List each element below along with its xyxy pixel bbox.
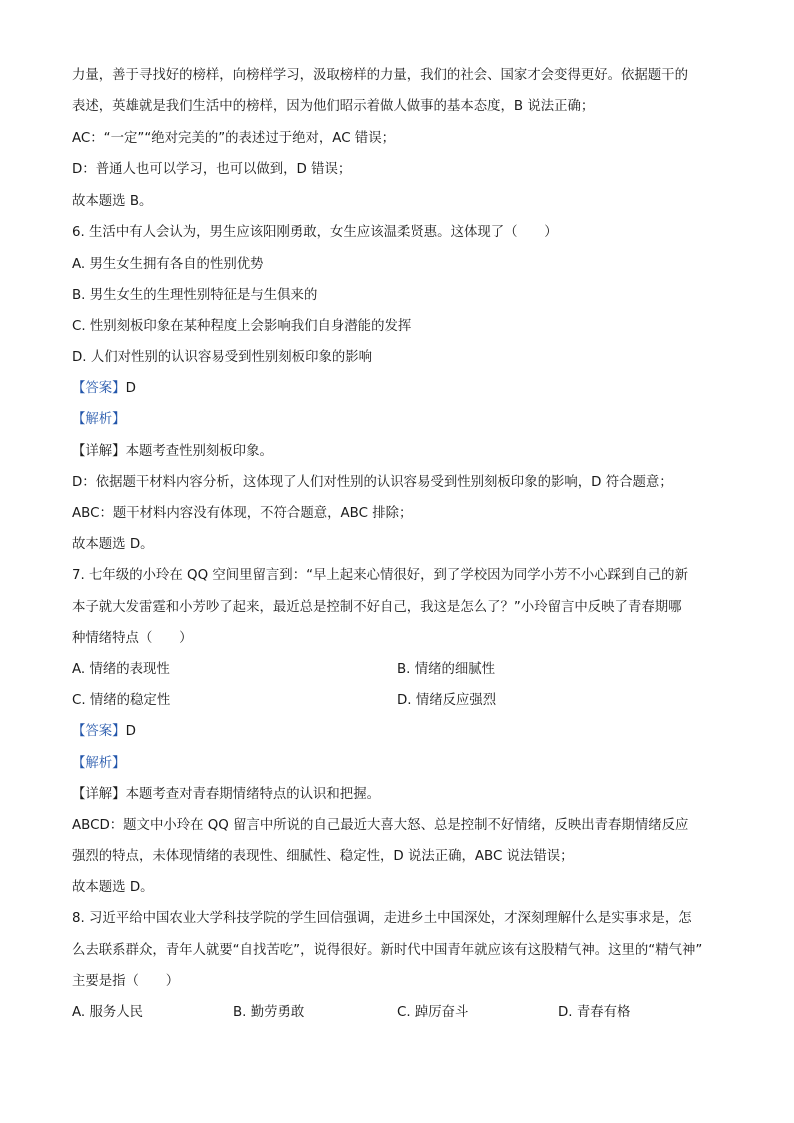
q6-analysis-heading: 【解析】 xyxy=(72,412,126,427)
q7-detail xyxy=(72,786,380,804)
q8-option-c: C. 踔厉奋斗 xyxy=(397,1005,469,1020)
q8-option-d: D. 青春有格 xyxy=(558,1005,631,1020)
q7-analysis-heading: 【解析】 xyxy=(72,756,126,771)
q6-conclusion: 故本题选 D。 xyxy=(72,537,154,552)
q7-detail-label: 【详解】 xyxy=(72,787,126,802)
q8-stem-line-3: 主要是指（ ） xyxy=(72,974,180,989)
q6-option-c: C. 性别刻板印象在某种程度上会影响我们自身潜能的发挥 xyxy=(72,319,412,334)
q6-option-a: A. 男生女生拥有各自的性别优势 xyxy=(72,257,264,272)
q7-answer-label: 【答案】 xyxy=(72,724,126,739)
continuation-line-3: AC：“一定”“绝对完美的”的表述过于绝对，AC 错误； xyxy=(72,131,395,146)
q8-stem-line-1: 8. 习近平给中国农业大学科技学院的学生回信强调，走进乡土中国深处，才深刻理解什么是实事求是，怎 xyxy=(72,911,692,926)
q7-option-b: B. 情绪的细腻性 xyxy=(397,662,496,677)
q8-option-b: B. 勤劳勇敢 xyxy=(233,1005,305,1020)
q8-stem-line-2: 么去联系群众，青年人就要“自找苦吃”，说得很好。新时代中国青年就应该有这股精气神。这里的“精气神” xyxy=(72,943,703,958)
q7-explanation-1: ABCD：题文中小玲在 QQ 留言中所说的自己最近大喜大怒、总是控制不好情绪，反映出青春期情绪反应 xyxy=(72,818,689,833)
q7-option-d: D. 情绪反应强烈 xyxy=(397,693,497,708)
q7-option-a: A. 情绪的表现性 xyxy=(72,662,170,677)
q8-option-a: A. 服务人民 xyxy=(72,1005,143,1020)
q6-option-b: B. 男生女生的生理性别特征是与生俱来的 xyxy=(72,288,318,303)
q6-explanation-2: ABC：题干材料内容没有体现，不符合题意，ABC 排除； xyxy=(72,506,413,521)
q6-explanation-1: D：依据题干材料内容分析，这体现了人们对性别的认识容易受到性别刻板印象的影响，D 符合题意； xyxy=(72,475,673,490)
q6-answer-value: D xyxy=(125,381,136,396)
q6-detail xyxy=(72,443,273,461)
q7-stem-line-1: 7. 七年级的小玲在 QQ 空间里留言到：“早上起来心情很好，到了学校因为同学小芳不小心踩到自己的新 xyxy=(72,568,688,583)
q6-answer xyxy=(72,380,136,398)
q6-option-d: D. 人们对性别的认识容易受到性别刻板印象的影响 xyxy=(72,350,373,365)
continuation-line-4: D：普通人也可以学习，也可以做到，D 错误； xyxy=(72,162,352,177)
continuation-conclusion: 故本题选 B。 xyxy=(72,194,153,209)
q6-analysis-label xyxy=(72,411,126,429)
continuation-line-1: 力量，善于寻找好的榜样，向榜样学习，汲取榜样的力量，我们的社会、国家才会变得更好。依据题干的 xyxy=(72,68,688,83)
continuation-line-2: 表述，英雄就是我们生活中的榜样，因为他们昭示着做人做事的基本态度，B 说法正确； xyxy=(72,99,595,114)
q6-answer-label: 【答案】 xyxy=(72,381,126,396)
q7-detail-text: 本题考查对青春期情绪特点的认识和把握。 xyxy=(125,787,380,802)
q7-answer xyxy=(72,723,136,741)
q6-detail-label: 【详解】 xyxy=(72,444,126,459)
q7-conclusion: 故本题选 D。 xyxy=(72,880,154,895)
q7-option-c: C. 情绪的稳定性 xyxy=(72,693,171,708)
q7-stem-line-3: 种情绪特点（ ） xyxy=(72,631,193,646)
q7-explanation-2: 强烈的特点，未体现情绪的表现性、细腻性、稳定性，D 说法正确，ABC 说法错误； xyxy=(72,849,574,864)
q6-stem: 6. 生活中有人会认为，男生应该阳刚勇敢，女生应该温柔贤惠。这体现了（ ） xyxy=(72,225,558,240)
q7-stem-line-2: 本子就大发雷霆和小芳吵了起来，最近总是控制不好自己，我这是怎么了？”小玲留言中反映了青春期哪 xyxy=(72,600,682,615)
q6-detail-text: 本题考查性别刻板印象。 xyxy=(125,444,273,459)
q7-answer-value: D xyxy=(125,724,136,739)
q7-analysis-label xyxy=(72,755,126,773)
